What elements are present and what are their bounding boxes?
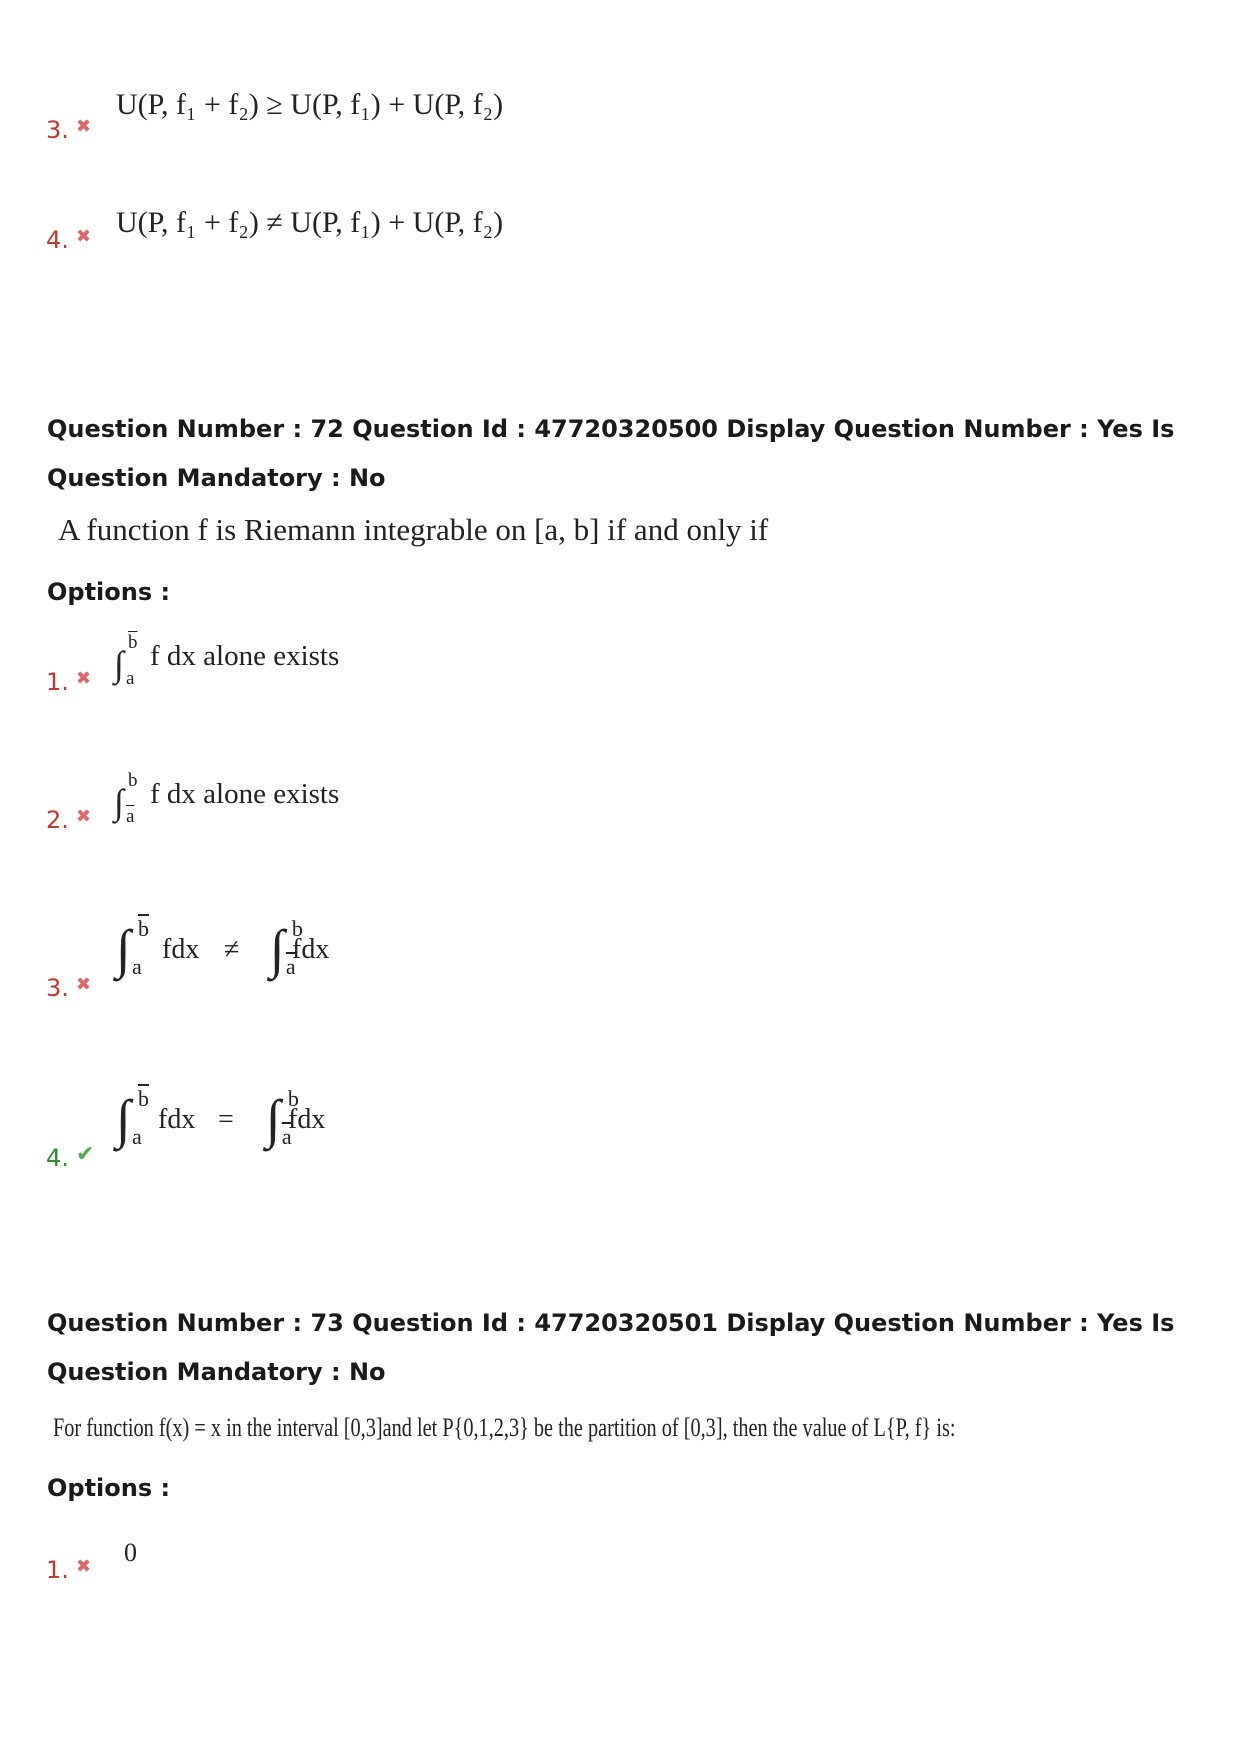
lower-limit: $\overline{a}$ <box>126 806 135 827</box>
options-label: Options : <box>47 578 171 606</box>
upper-limit: $\overline{b}$ <box>128 632 138 653</box>
option-1 <box>46 630 546 700</box>
option-text: f dx alone exists <box>150 778 340 810</box>
option-2 <box>46 768 546 838</box>
upper-limit: b <box>291 916 303 941</box>
option-3 <box>46 900 546 1000</box>
upper-limit: b <box>128 770 138 791</box>
option-expression: U(P, f₁ + f₂) ≠ U(P, f₁) + U(P, f₂) <box>116 206 504 239</box>
lower-limit: a <box>126 668 135 689</box>
option-4 <box>46 1072 546 1172</box>
relation: = <box>218 1104 234 1135</box>
lower-limit: a <box>132 1124 142 1149</box>
wrong-icon: ✖ <box>76 226 92 247</box>
prev-option-3 <box>46 88 646 148</box>
integrand: fdx <box>292 934 330 965</box>
lower-integral: ∫ b $\overline{a}$ <box>265 1086 299 1149</box>
upper-integral: ∫ $\overline{b}$ a <box>116 916 149 979</box>
question-text: For function f(x) = x in the interval [0,3]and let P{0,1,2,3} be the partition of [0,3], then the value of L{P, f} is: <box>53 1413 956 1442</box>
lower-limit: a <box>132 954 142 979</box>
upper-integral: ∫ $\overline{b}$ a <box>116 1086 149 1149</box>
prev-option-4 <box>46 206 646 266</box>
option-number: 1. <box>46 1556 69 1584</box>
wrong-icon: ✖ <box>76 116 92 137</box>
question-header: Question Number : 72 Question Id : 47720320500 Display Question Number : Yes Is Question Mandatory : No <box>47 415 1175 492</box>
upper-limit: $\overline{b}$ <box>138 916 149 941</box>
correct-icon: ✔ <box>76 1142 95 1167</box>
option-number: 1. <box>46 668 69 696</box>
lower-integral: ∫ b $\overline{a}$ <box>269 916 303 979</box>
option-1 <box>46 1538 346 1598</box>
question-header: Question Number : 73 Question Id : 47720320501 Display Question Number : Yes Is Question Mandatory : No <box>47 1309 1175 1386</box>
option-expression: U(P, f₁ + f₂) ≥ U(P, f₁) + U(P, f₂) <box>116 88 504 121</box>
option-number: 4. <box>46 226 69 254</box>
upper-limit: $\overline{b}$ <box>138 1086 149 1111</box>
option-text: 0 <box>124 1538 137 1567</box>
option-number: 4. <box>46 1144 69 1172</box>
wrong-icon: ✖ <box>76 668 92 689</box>
wrong-icon: ✖ <box>76 806 92 827</box>
wrong-icon: ✖ <box>76 974 92 995</box>
question-text: A function f is Riemann integrable on [a, b] if and only if <box>58 512 769 547</box>
upper-limit: b <box>287 1086 299 1111</box>
lower-limit: $\overline{a}$ <box>285 954 296 979</box>
option-number: 3. <box>46 974 69 1002</box>
option-number: 2. <box>46 806 69 834</box>
option-text: f dx alone exists <box>150 640 340 672</box>
options-label: Options : <box>47 1474 171 1502</box>
option-number: 3. <box>46 116 69 144</box>
integrand: fdx <box>162 934 200 965</box>
wrong-icon: ✖ <box>76 1556 92 1577</box>
relation: ≠ <box>224 934 240 965</box>
integrand: fdx <box>288 1104 326 1135</box>
integrand: fdx <box>158 1104 196 1135</box>
lower-limit: $\overline{a}$ <box>281 1124 292 1149</box>
lower-integral: ∫ b $\overline{a}$ <box>114 770 138 827</box>
upper-integral: ∫ $\overline{b}$ a <box>114 632 138 689</box>
